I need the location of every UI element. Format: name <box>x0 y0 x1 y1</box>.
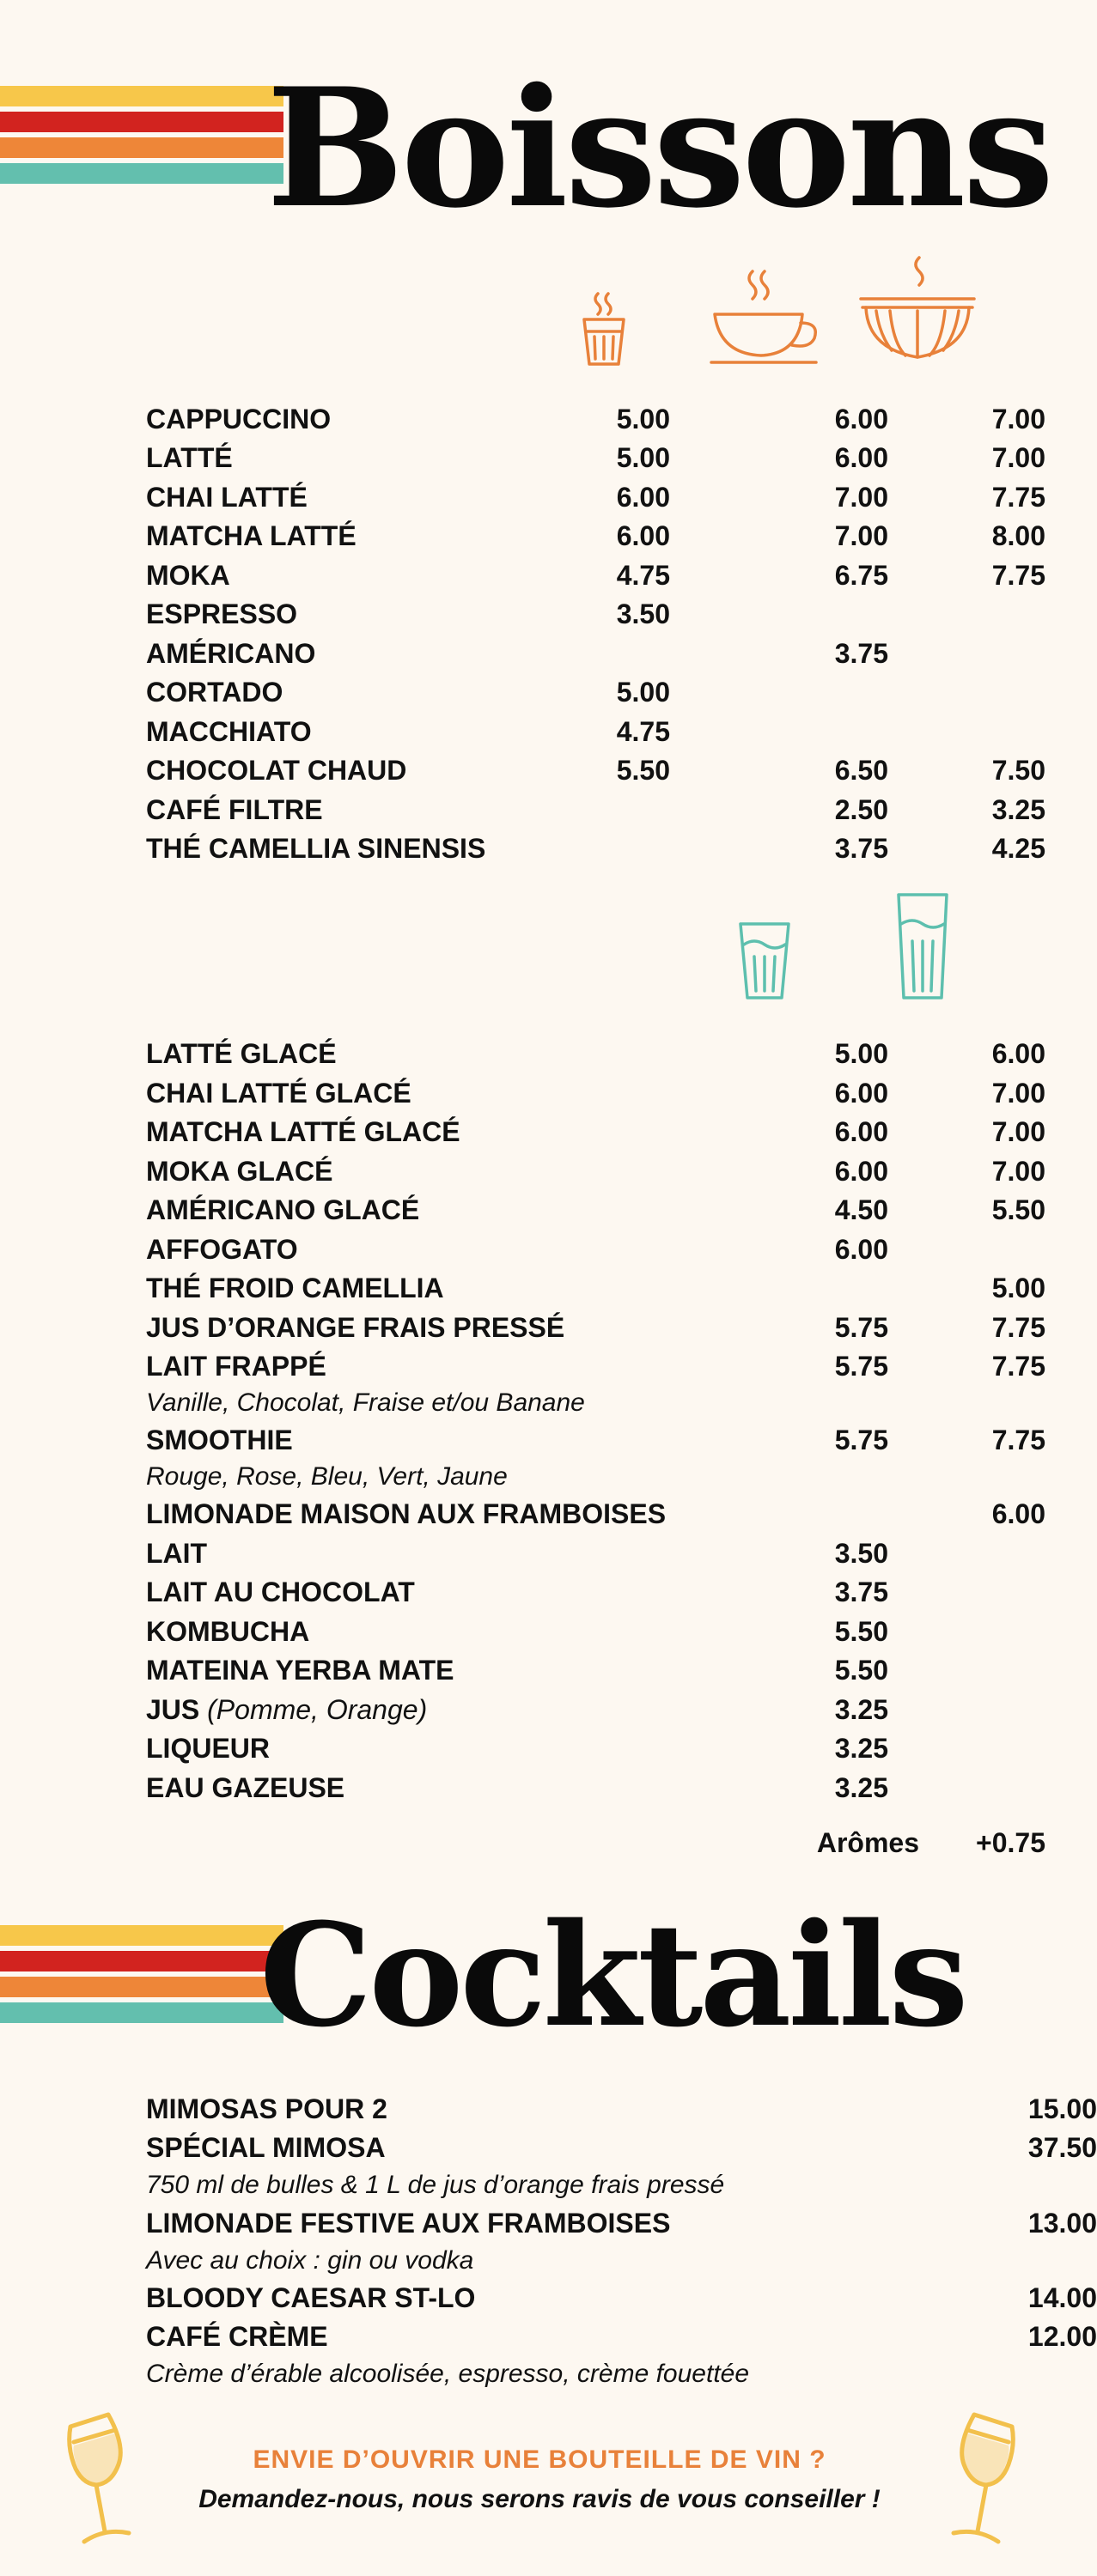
list-item <box>146 1655 1079 1692</box>
item-name: LAIT FRAPPÉ <box>146 1351 326 1382</box>
item-price: 13.00 <box>1027 2208 1097 2239</box>
price-small: 6.00 <box>616 482 670 513</box>
wine-prompt-subtitle: Demandez-nous, nous serons ravis de vous conseiller ! <box>198 2485 881 2513</box>
price-medium: 3.50 <box>834 1538 888 1569</box>
price-medium: 6.00 <box>834 442 888 473</box>
stripe-orange <box>0 137 283 158</box>
list-item <box>146 2093 1097 2131</box>
list-item <box>146 1772 1079 1810</box>
cocktails-title: Cocktails <box>259 1892 966 2058</box>
price-small: 5.00 <box>616 677 670 708</box>
price-small: 5.00 <box>616 442 670 473</box>
price-medium: 5.50 <box>834 1616 888 1647</box>
item-name: EAU GAZEUSE <box>146 1772 345 1803</box>
item-name: SMOOTHIE <box>146 1425 293 1455</box>
list-item <box>146 482 1079 519</box>
item-name: CHOCOLAT CHAUD <box>146 755 407 786</box>
price-medium: 6.00 <box>834 1156 888 1187</box>
medium-cold-glass-icon <box>737 919 792 1001</box>
item-name: THÉ CAMELLIA SINENSIS <box>146 833 486 864</box>
boissons-title: Boissons <box>266 52 1051 244</box>
price-large: 7.00 <box>991 404 1045 434</box>
price-large: 7.75 <box>991 1351 1045 1382</box>
list-item <box>146 442 1079 480</box>
stripe-orange <box>0 1977 283 1997</box>
list-item <box>146 1577 1079 1614</box>
aromes-row <box>146 1827 1079 1865</box>
price-medium: 5.75 <box>834 1312 888 1343</box>
price-medium: 6.00 <box>834 1116 888 1147</box>
price-large: 4.25 <box>991 833 1045 864</box>
stripe-teal <box>0 2002 283 2023</box>
list-item <box>146 1351 1079 1388</box>
price-large: 7.50 <box>991 755 1045 786</box>
list-item <box>146 794 1079 832</box>
list-item <box>146 1694 1079 1732</box>
item-name: LAIT <box>146 1538 208 1569</box>
list-item <box>146 677 1079 714</box>
price-large: 5.00 <box>991 1273 1045 1303</box>
item-name: LIMONADE MAISON AUX FRAMBOISES <box>146 1498 667 1529</box>
list-item <box>146 1312 1079 1350</box>
list-item <box>146 560 1079 598</box>
price-large: 7.75 <box>991 1425 1045 1455</box>
price-medium: 3.25 <box>834 1694 888 1725</box>
list-item <box>146 755 1079 793</box>
item-name: THÉ FROID CAMELLIA <box>146 1273 444 1303</box>
stripe-teal <box>0 163 283 184</box>
item-note: Rouge, Rose, Bleu, Vert, Jaune <box>146 1462 508 1491</box>
item-note: Vanille, Chocolat, Fraise et/ou Banane <box>146 1388 585 1417</box>
item-name: CAFÉ CRÈME <box>146 2321 328 2352</box>
list-item <box>146 2208 1097 2245</box>
list-item <box>146 1156 1079 1194</box>
aromes-label: Arômes <box>816 1827 919 1858</box>
item-name: AFFOGATO <box>146 1234 298 1265</box>
price-medium: 6.00 <box>834 404 888 434</box>
price-medium: 6.00 <box>834 1078 888 1109</box>
price-small: 3.50 <box>616 598 670 629</box>
list-item <box>146 1425 1079 1462</box>
item-name: MIMOSAS POUR 2 <box>146 2093 387 2124</box>
large-hot-bowl-icon <box>856 254 979 366</box>
item-name: LIMONADE FESTIVE AUX FRAMBOISES <box>146 2208 671 2239</box>
boissons-stripes <box>0 86 283 189</box>
item-name: MATCHA LATTÉ GLACÉ <box>146 1116 460 1147</box>
price-small: 4.75 <box>616 560 670 591</box>
item-name: MATEINA YERBA MATE <box>146 1655 454 1686</box>
price-large: 5.50 <box>991 1194 1045 1225</box>
list-item <box>146 1733 1079 1771</box>
stripe-yellow <box>0 1925 283 1946</box>
item-name: KOMBUCHA <box>146 1616 310 1647</box>
price-large: 7.00 <box>991 442 1045 473</box>
price-small: 5.50 <box>616 755 670 786</box>
item-name: MATCHA LATTÉ <box>146 520 357 551</box>
item-inline-note: (Pomme, Orange) <box>207 1694 428 1725</box>
list-item <box>146 833 1079 871</box>
price-medium: 7.00 <box>834 520 888 551</box>
list-item <box>146 638 1079 676</box>
price-small: 5.00 <box>616 404 670 434</box>
list-item <box>146 1116 1079 1154</box>
price-medium: 2.50 <box>834 794 888 825</box>
item-name: MACCHIATO <box>146 716 312 747</box>
small-hot-cup-icon <box>577 285 631 371</box>
item-name: MOKA <box>146 560 230 591</box>
item-price: 37.50 <box>1027 2132 1097 2163</box>
aromes-price: +0.75 <box>976 1827 1045 1858</box>
large-cold-glass-icon <box>895 890 950 1001</box>
cocktails-stripes <box>0 1925 283 2028</box>
price-medium: 5.75 <box>834 1425 888 1455</box>
item-name: SPÉCIAL MIMOSA <box>146 2132 386 2163</box>
list-item <box>146 404 1079 441</box>
list-item <box>146 1273 1079 1310</box>
price-medium: 3.25 <box>834 1733 888 1764</box>
item-name: CORTADO <box>146 677 283 708</box>
price-large: 8.00 <box>991 520 1045 551</box>
price-medium: 6.50 <box>834 755 888 786</box>
item-name: AMÉRICANO <box>146 638 316 669</box>
item-name: AMÉRICANO GLACÉ <box>146 1194 420 1225</box>
list-item <box>146 598 1079 636</box>
item-price: 14.00 <box>1027 2282 1097 2313</box>
item-name: LAIT AU CHOCOLAT <box>146 1577 415 1607</box>
price-medium: 3.25 <box>834 1772 888 1803</box>
item-price: 15.00 <box>1027 2093 1097 2124</box>
price-medium: 3.75 <box>834 1577 888 1607</box>
price-large: 6.00 <box>991 1038 1045 1069</box>
price-large: 7.00 <box>991 1156 1045 1187</box>
list-item <box>146 1498 1079 1536</box>
wine-prompt-title: ENVIE D’OUVRIR UNE BOUTEILLE DE VIN ? <box>253 2445 826 2474</box>
item-name: CAFÉ FILTRE <box>146 794 323 825</box>
price-medium: 5.75 <box>834 1351 888 1382</box>
item-name: CAPPUCCINO <box>146 404 332 434</box>
price-medium: 6.00 <box>834 1234 888 1265</box>
list-item <box>146 2132 1097 2170</box>
price-large: 3.25 <box>991 794 1045 825</box>
price-large: 7.75 <box>991 1312 1045 1343</box>
list-item <box>146 1234 1079 1272</box>
item-price: 12.00 <box>1027 2321 1097 2352</box>
price-large: 7.75 <box>991 482 1045 513</box>
medium-hot-cup-icon <box>710 266 821 369</box>
item-note: Avec au choix : gin ou vodka <box>146 2246 474 2275</box>
price-small: 4.75 <box>616 716 670 747</box>
list-item <box>146 1194 1079 1232</box>
price-medium: 3.75 <box>834 833 888 864</box>
price-large: 7.00 <box>991 1078 1045 1109</box>
item-name: BLOODY CAESAR ST-LO <box>146 2282 476 2313</box>
list-item <box>146 1078 1079 1115</box>
item-name-text: JUS <box>146 1694 200 1725</box>
wine-glass-icon <box>58 2411 153 2557</box>
list-item <box>146 2321 1097 2359</box>
price-medium: 5.00 <box>834 1038 888 1069</box>
price-medium: 7.00 <box>834 482 888 513</box>
stripe-red <box>0 1951 283 1971</box>
item-name: ESPRESSO <box>146 598 298 629</box>
item-note: 750 ml de bulles & 1 L de jus d’orange frais pressé <box>146 2171 725 2199</box>
list-item <box>146 2282 1097 2320</box>
wine-glass-icon <box>929 2411 1024 2557</box>
item-name: LATTÉ GLACÉ <box>146 1038 337 1069</box>
price-medium: 3.75 <box>834 638 888 669</box>
price-medium: 6.75 <box>834 560 888 591</box>
price-large: 7.00 <box>991 1116 1045 1147</box>
item-note: Crème d’érable alcoolisée, espresso, crème fouettée <box>146 2360 750 2388</box>
price-medium: 4.50 <box>834 1194 888 1225</box>
list-item <box>146 520 1079 558</box>
list-item <box>146 1538 1079 1576</box>
stripe-yellow <box>0 86 283 106</box>
item-name: MOKA GLACÉ <box>146 1156 333 1187</box>
list-item <box>146 1038 1079 1076</box>
stripe-red <box>0 112 283 132</box>
item-name: CHAI LATTÉ GLACÉ <box>146 1078 411 1109</box>
list-item <box>146 716 1079 754</box>
item-name: LATTÉ <box>146 442 233 473</box>
item-name: LIQUEUR <box>146 1733 270 1764</box>
item-name <box>146 1694 427 1726</box>
price-large: 6.00 <box>991 1498 1045 1529</box>
list-item <box>146 1616 1079 1654</box>
item-name: JUS D’ORANGE FRAIS PRESSÉ <box>146 1312 565 1343</box>
price-large: 7.75 <box>991 560 1045 591</box>
item-name: CHAI LATTÉ <box>146 482 308 513</box>
price-small: 6.00 <box>616 520 670 551</box>
price-medium: 5.50 <box>834 1655 888 1686</box>
